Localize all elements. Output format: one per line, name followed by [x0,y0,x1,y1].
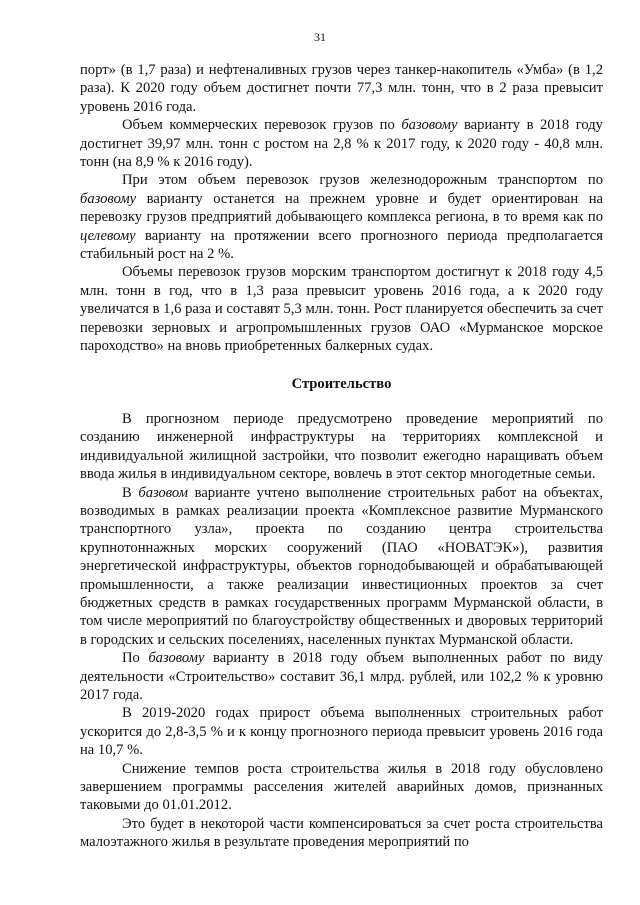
paragraph-base-variant-projects [80,484,603,650]
page-number: 31 [314,30,326,44]
paragraph-ports: порт» (в 1,7 раза) и нефтеналивных грузов через танкер-накопитель «Умба» (в 1,2 раза). К 2020 году объем достигнет почти 77,3 млн. тонн, что в 2 раза превысит уровень 2016 года. [80,62,603,115]
text-run: варианту в 2018 году объем выполненных работ по виду деятельности «Строительство» составит 36,1 млрд. рублей, или 102,2 % к уровню 2017 года. [80,650,603,703]
text-run: варианту на протяжении всего прогнозного периода предполагается стабильный рост на 2 %. [80,227,603,263]
paragraph-growth-2019-2020: В 2019-2020 годах прирост объема выполненных строительных работ ускорится до 2,8-3,5 % и к концу прогнозного периода превысит уровень 2016 года на 10,7 %. [80,705,603,759]
text-run: варианту останется на прежнем уровне и будет ориентирован на перевозку грузов предприятий добывающего комплекса региона, в то время как по [80,190,603,226]
text-run: При этом объем перевозок грузов железнодорожным транспортом по [122,172,603,189]
italic-term: базовому [80,190,137,207]
italic-term: базовому [401,117,458,134]
text-run: варианту в 2018 году достигнет 39,97 млн. тонн с ростом на 2,8 % к 2017 году, к 2020 году - 40,8 млн. тонн (на 8,9 % к 2016 году). [80,117,603,171]
italic-term: базовом [138,484,188,501]
paragraph-infrastructure: В прогнозном периоде предусмотрено проведение мероприятий по созданию инженерной инфраструктуры на территориях комплексной и индивидуальной жилищной застройки, что позволит ежегодно наращивать объем ввода жилья в индивидуальном секторе, вовлечь в этот сектор многодетные семьи. [80,410,603,483]
text-run: По [122,650,149,667]
text-run: варианте учтено выполнение строительных работ на объектах, возводимых в рамках реализации проекта «Комплексное развитие Мурманского транспортного узла», проекта по созданию центра строительства крупнотоннажных морских сооружений (ПАО «НОВАТЭК»), развития энергетической инфраструктуры, объектов горнодобывающей и обрабатывающей промышленности, а также реализации инвестиционных проектов за счет бюджетных средств в рамках государственных программ Мурманской области, в том числе мероприятий по благоустройству общественных и дворовых территорий в городских и сельских поселениях, населенных пунктах Мурманской области. [80,484,603,648]
italic-term: базовому [148,650,205,667]
paragraph-construction-volume [80,649,603,704]
paragraph-housing-decline: Снижение темпов роста строительства жилья в 2018 году обусловлено завершением программы расселения жителей аварийных домов, признанных таковыми до 01.01.2012. [80,760,603,814]
document-body [80,61,603,852]
paragraph-rail-freight [80,171,603,263]
section-heading: Строительство [291,375,392,392]
paragraph-sea-freight: Объемы перевозок грузов морским транспортом достигнут к 2018 году 4,5 млн. тонн в год, что в 1,3 раза превысит уровень 2016 года, а к 2020 году увеличатся в 1,6 раза и составят 5,3 млн. тонн. Рост планируется обеспечить за счет перевозки зерновых и агропромышленных грузов ОАО «Мурманское морское пароходство» на вновь приобретенных балкерных судах. [80,264,603,355]
text-run: В [122,484,139,501]
paragraph-lowrise-housing: Это будет в некоторой части компенсироваться за счет роста строительства малоэтажного жилья в результате проведения мероприятий по [80,815,603,851]
text-run: Объем коммерческих перевозок грузов по [122,117,402,134]
paragraph-commercial-freight [80,116,603,171]
italic-term: целевому [80,227,136,244]
